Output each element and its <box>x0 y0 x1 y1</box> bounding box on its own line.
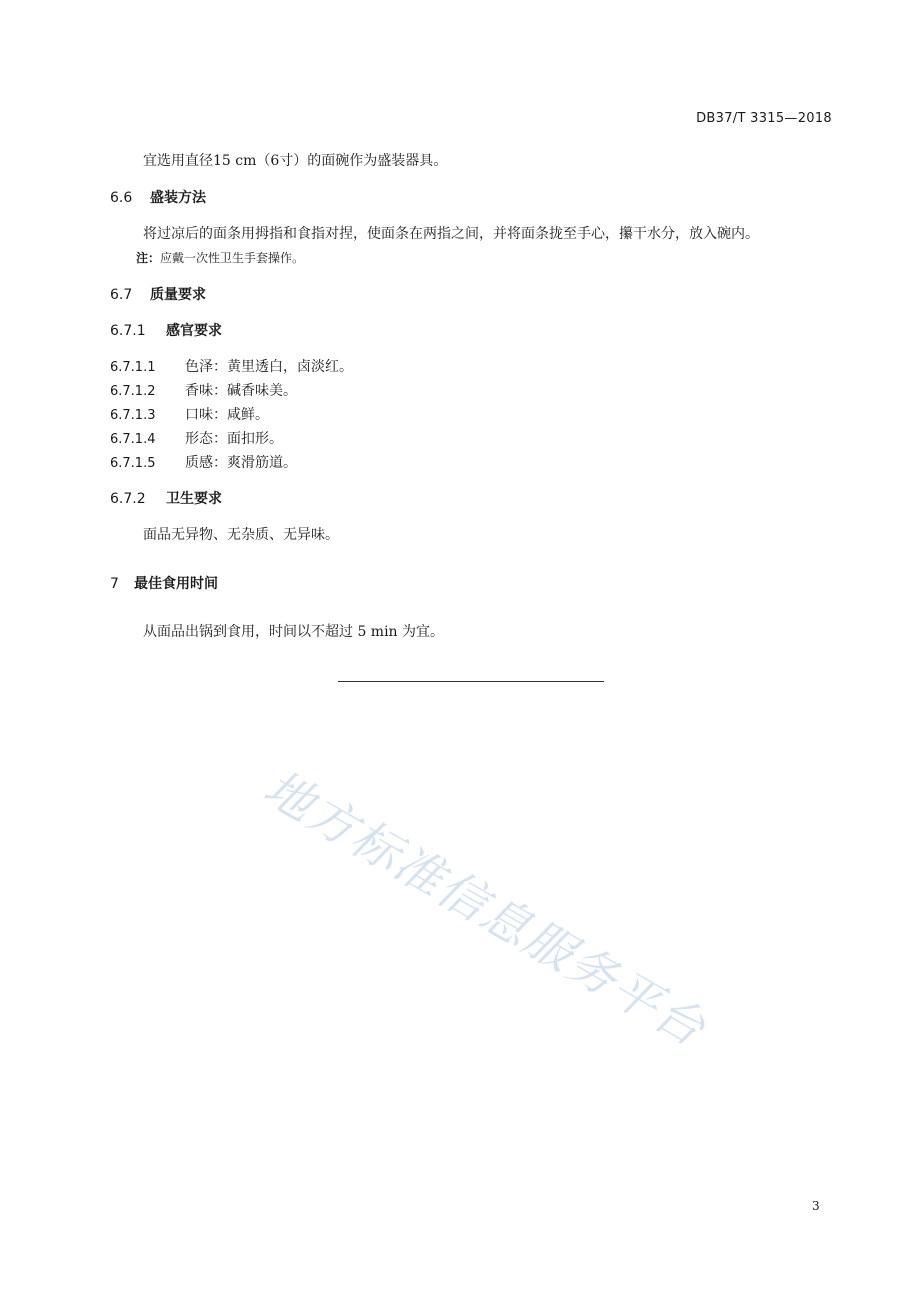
watermark: 地方标准信息服务平台 <box>254 759 716 1059</box>
sensory-item <box>110 356 353 376</box>
section-number: 6.7.2 <box>110 491 146 507</box>
section-6-7 <box>110 284 206 304</box>
document-code: DB37/T 3315—2018 <box>696 111 832 126</box>
sensory-item <box>110 452 297 472</box>
paragraph-bowl: 宜选用直径15 cm（6寸）的面碗作为盛装器具。 <box>143 153 448 169</box>
section-title: 质量要求 <box>150 287 206 303</box>
section-6-7-1 <box>110 320 222 340</box>
paragraph-hygiene: 面品无异物、无杂质、无异味。 <box>143 527 339 543</box>
sensory-item <box>110 380 297 400</box>
sensory-item <box>110 404 269 424</box>
paragraph-method: 将过凉后的面条用拇指和食指对捏，使面条在两指之间，并将面条拢至手心，攥干水分，放入碗内。 <box>143 226 759 242</box>
item-text: 形态：面扣形。 <box>185 431 283 447</box>
section-title: 卫生要求 <box>166 491 222 507</box>
section-number: 6.7 <box>110 287 133 303</box>
section-number: 7 <box>110 576 119 592</box>
end-rule <box>338 681 604 682</box>
note-text: 应戴一次性卫生手套操作。 <box>160 251 305 265</box>
item-number: 6.7.1.4 <box>110 432 156 447</box>
item-text: 质感：爽滑筋道。 <box>185 455 297 471</box>
page-number: 3 <box>812 1199 820 1213</box>
sensory-item <box>110 428 283 448</box>
section-6-6 <box>110 187 206 207</box>
item-number: 6.7.1.1 <box>110 360 156 375</box>
note <box>136 249 304 266</box>
section-7 <box>110 573 218 593</box>
item-text: 香味：碱香味美。 <box>185 383 297 399</box>
section-title: 盛装方法 <box>150 190 206 206</box>
item-number: 6.7.1.3 <box>110 408 156 423</box>
paragraph-time: 从面品出锅到食用，时间以不超过 5 min 为宜。 <box>143 624 445 640</box>
note-label: 注： <box>136 251 161 265</box>
section-title: 最佳食用时间 <box>134 576 218 592</box>
item-number: 6.7.1.2 <box>110 384 156 399</box>
section-title: 感官要求 <box>166 323 222 339</box>
item-text: 色泽：黄里透白，卤淡红。 <box>185 359 353 375</box>
section-number: 6.6 <box>110 190 133 206</box>
section-6-7-2 <box>110 488 222 508</box>
item-text: 口味：咸鲜。 <box>185 407 269 423</box>
section-number: 6.7.1 <box>110 323 146 339</box>
item-number: 6.7.1.5 <box>110 456 156 471</box>
